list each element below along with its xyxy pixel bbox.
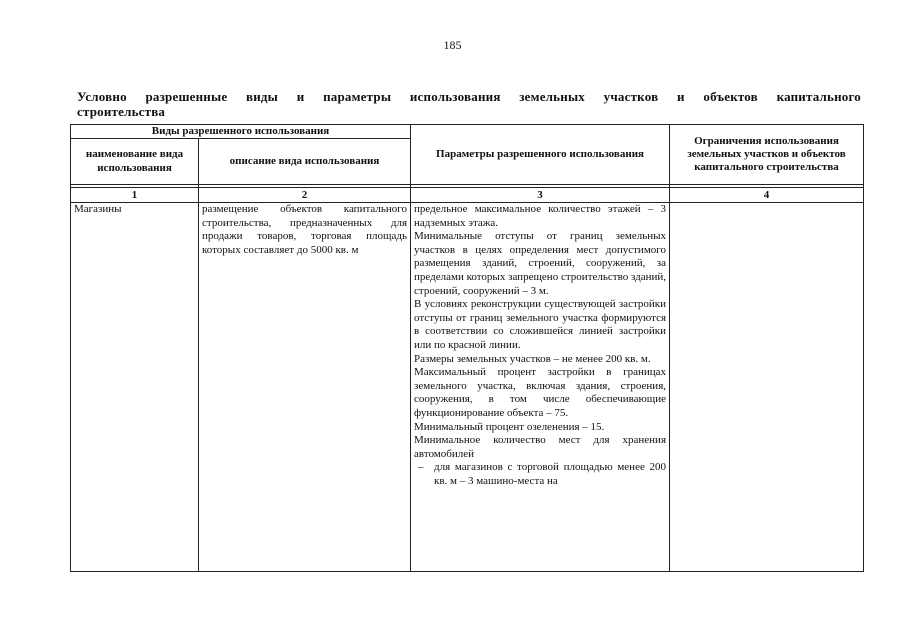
parameter-paragraph: Минимальный процент озеленения – 15.: [414, 420, 605, 433]
parameter-paragraph: Минимальные отступы от границ земельных участков в целях определения мест допустимого размещения зданий, строений, сооружений, за пределами которых запрещено строительство зданий, строений, сооружений – 3 м.: [414, 230, 667, 297]
parameter-paragraph: предельное максимальное количество этажей – 3 надземных этажа.: [414, 203, 667, 229]
header-use-description: описание вида использования: [199, 139, 411, 185]
parameter-paragraph: Максимальный процент застройки в границах земельного участка, включая здания, строения, сооружения, в том числе обеспечивающие функционирование объекта – 75.: [414, 366, 667, 419]
column-number-4: 4: [670, 188, 864, 203]
header-parameters: Параметры разрешенного использования: [411, 125, 670, 185]
zoning-table: [70, 124, 864, 572]
parameter-paragraph: Минимальное количество мест для хранения автомобилей: [414, 434, 667, 460]
header-use-name: наименование вида использования: [71, 139, 199, 185]
parameter-paragraph: В условиях реконструкции существующей застройки отступы от границ земельного участка формируются в соответствии со сложившейся линией застройки или по красной линии.: [414, 298, 667, 351]
list-dash-marker: –: [418, 461, 424, 474]
cell-use-description: размещение объектов капитального строительства, предназначенных для продажи товаров, торговая площадь которых составляет до 5000 кв. м: [199, 203, 411, 572]
header-restrictions: Ограничения использования земельных участков и объектов капитального строительства: [670, 125, 864, 185]
cell-restrictions: [670, 203, 864, 572]
table-row: [71, 203, 864, 572]
column-number-2: 2: [199, 188, 411, 203]
page-number: 185: [443, 38, 462, 52]
document-title-continuation: строительства: [77, 104, 166, 119]
column-number-3: 3: [411, 188, 670, 203]
parameter-paragraph: Размеры земельных участков – не менее 200 кв. м.: [414, 352, 651, 365]
cell-use-name: Магазины: [71, 203, 199, 572]
parameter-list-item: [414, 461, 666, 488]
header-permitted-use-types: Виды разрешенного использования: [71, 125, 411, 139]
column-number-1: 1: [71, 188, 199, 203]
document-title: Условно разрешенные виды и параметры использования земельных участков и объектов капитального: [77, 89, 861, 104]
list-item-text: для магазинов с торговой площадью менее 200 кв. м – 3 машино-места на: [434, 461, 667, 487]
cell-parameters: [411, 203, 670, 572]
